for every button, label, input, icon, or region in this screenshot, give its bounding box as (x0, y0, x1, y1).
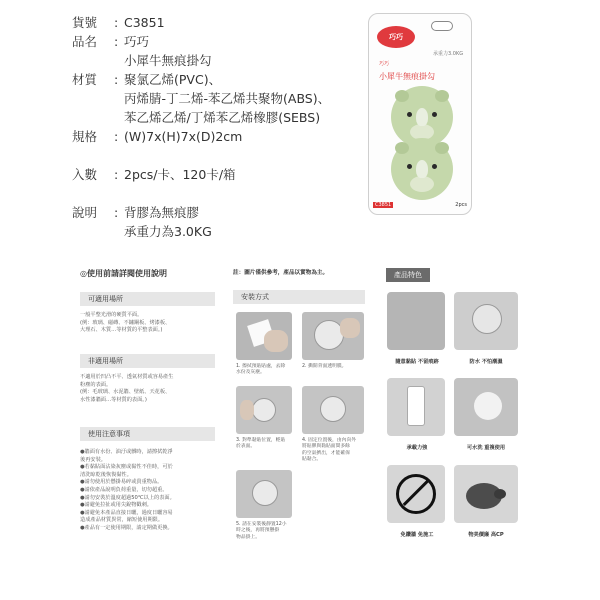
feature-caption-5: 免鑽牆 免施工 (400, 532, 434, 538)
spec-value: 苯乙烯乙烯/丁烯苯乙烯橡膠(SEBS) (124, 110, 321, 125)
image-note: 註：圖片僅供參考，產品以實物為主。 (233, 270, 329, 276)
package-image (368, 13, 472, 215)
feature-caption-4: 可水洗 重複使用 (466, 445, 506, 451)
section-not-applicable-header: 非適用場所 (80, 354, 215, 368)
spec-row-material-cont (72, 89, 372, 108)
section-cautions-text: ●牆面有水份、油汙或髒時，請擦拭乾淨 後再安裝。 ●若黏貼面沾染灰塵或黏性不佳時，可於 清洗晾乾後恢復黏性。 ●請勿使用於懸掛易碎或貴重物品。 ●請依產品說明負荷重量，切勿超重。 ●請勿安裝於溫度超過50℃以上的表面。 ●請避免拉扯或用尖銳物戳刺。 ●請避免本產品直接日曬，過度日曬容易 造成產品材質異常，縮短使用期限。 ●產品有一定使用期限，請定期做更換。 (80, 449, 175, 531)
spec-row-quantity: 入數 : 2pcs/卡、120卡/箱 (72, 167, 236, 182)
section-cautions-header: 使用注意事項 (80, 427, 215, 441)
feature-peel-photo (387, 292, 445, 350)
spec-value: 承重力為3.0KG (124, 224, 212, 239)
spec-key: 貨號 (72, 15, 98, 30)
install-step-2-photo (302, 312, 364, 360)
feature-washable-photo (454, 378, 518, 436)
hang-hole (431, 21, 453, 31)
spec-key: 品名 (72, 34, 98, 49)
install-step-4-text: 4. 固定位置後，由內向外 將貼膠與黏貼面間多餘 的空氣擠出，才能確保 貼黏合。 (302, 438, 357, 463)
install-step-5-photo (236, 470, 292, 518)
package-code: C3851 (375, 202, 392, 208)
section-not-applicable-text: 不適用於凹凸不平、透氣材質或容易產生 粉塵的表面。 (例：毛玻璃、水泥牆、壁紙、天花板、 水性漆牆面…等材質的表面。) (80, 374, 174, 403)
spec-row-description: 說明 : 背膠為無痕膠 (72, 205, 200, 220)
spec-value: 巧巧 (124, 34, 150, 49)
install-step-4-photo (302, 386, 364, 434)
brand-logo: 巧巧 (377, 26, 415, 48)
spec-value: 背膠為無痕膠 (124, 205, 200, 220)
spec-row-name-cont (72, 51, 372, 70)
spec-row-name: 品名 : 巧巧 (72, 34, 150, 49)
spec-row-description-cont (72, 222, 372, 241)
section-applicable-text: 一般平整光滑的硬質平面。 (例：玻璃、磁磚、不鏽鋼板、烤漆板、 大理石、木質…等材質的平整表面。) (80, 312, 171, 334)
feature-caption-3: 承載力強 (406, 445, 428, 451)
spec-row-material-cont (72, 108, 372, 127)
install-step-5-text: 5. 請在安裝後靜置12小 時之後，再將預懸掛 物品掛上。 (236, 522, 287, 540)
feature-caption-6: 物美價廉 高CP (468, 532, 504, 538)
spec-block (72, 13, 372, 241)
spec-key: 入數 (72, 167, 98, 182)
install-step-3-text: 3. 對準黏貼位置，輕貼 於表面。 (236, 438, 286, 450)
spec-row-material: 材質 : 聚氯乙烯(PVC)、 (72, 72, 222, 87)
package-pcs: 2pcs (455, 202, 467, 208)
spec-value: 小犀牛無痕掛勾 (124, 53, 212, 68)
spec-value: (W)7x(H)7x(D)2cm (124, 129, 243, 144)
section-features-header: 產品特色 (386, 268, 430, 282)
spec-value: 聚氯乙烯(PVC)、 (124, 72, 222, 87)
install-step-2-text: 2. 撕開背面透明膜。 (302, 364, 347, 369)
spec-value: C3851 (124, 15, 165, 30)
spec-value: 2pcs/卡、120卡/箱 (124, 167, 236, 182)
feature-caption-2: 防水 不怕潮濕 (469, 359, 503, 365)
spec-key: 規格 (72, 129, 98, 144)
package-title: 小犀牛無痕掛勾 (379, 72, 435, 81)
install-step-1-text: 1. 擦拭預貼貼處，去除 水份及灰塵。 (236, 364, 286, 376)
feature-piggy-bank-icon (454, 465, 518, 523)
package-weight: 承重力3.0KG (433, 51, 464, 57)
section-applicable-header: 可適用場所 (80, 292, 215, 306)
section-install-header: 安裝方式 (233, 290, 365, 304)
rhino-hook (391, 138, 453, 200)
feature-load-photo (387, 378, 445, 436)
feature-no-drill-icon (387, 465, 445, 523)
spec-row-item-no: 貨號 : C3851 (72, 15, 165, 30)
install-step-3-photo (236, 386, 292, 434)
package-brand: 巧巧 (379, 61, 390, 67)
install-step-1-photo (236, 312, 292, 360)
feature-waterproof-photo (454, 292, 518, 350)
spec-value: 丙烯腈-丁二烯-苯乙烯共聚物(ABS)、 (124, 91, 331, 106)
feature-caption-1: 隨意黏貼 不留痕跡 (395, 359, 439, 365)
sheet-title: ◎使用前請詳閱使用說明 (80, 269, 167, 278)
spec-row-size: 規格 : (W)7x(H)7x(D)2cm (72, 129, 243, 144)
spec-key: 說明 (72, 205, 98, 220)
spec-key: 材質 (72, 72, 98, 87)
